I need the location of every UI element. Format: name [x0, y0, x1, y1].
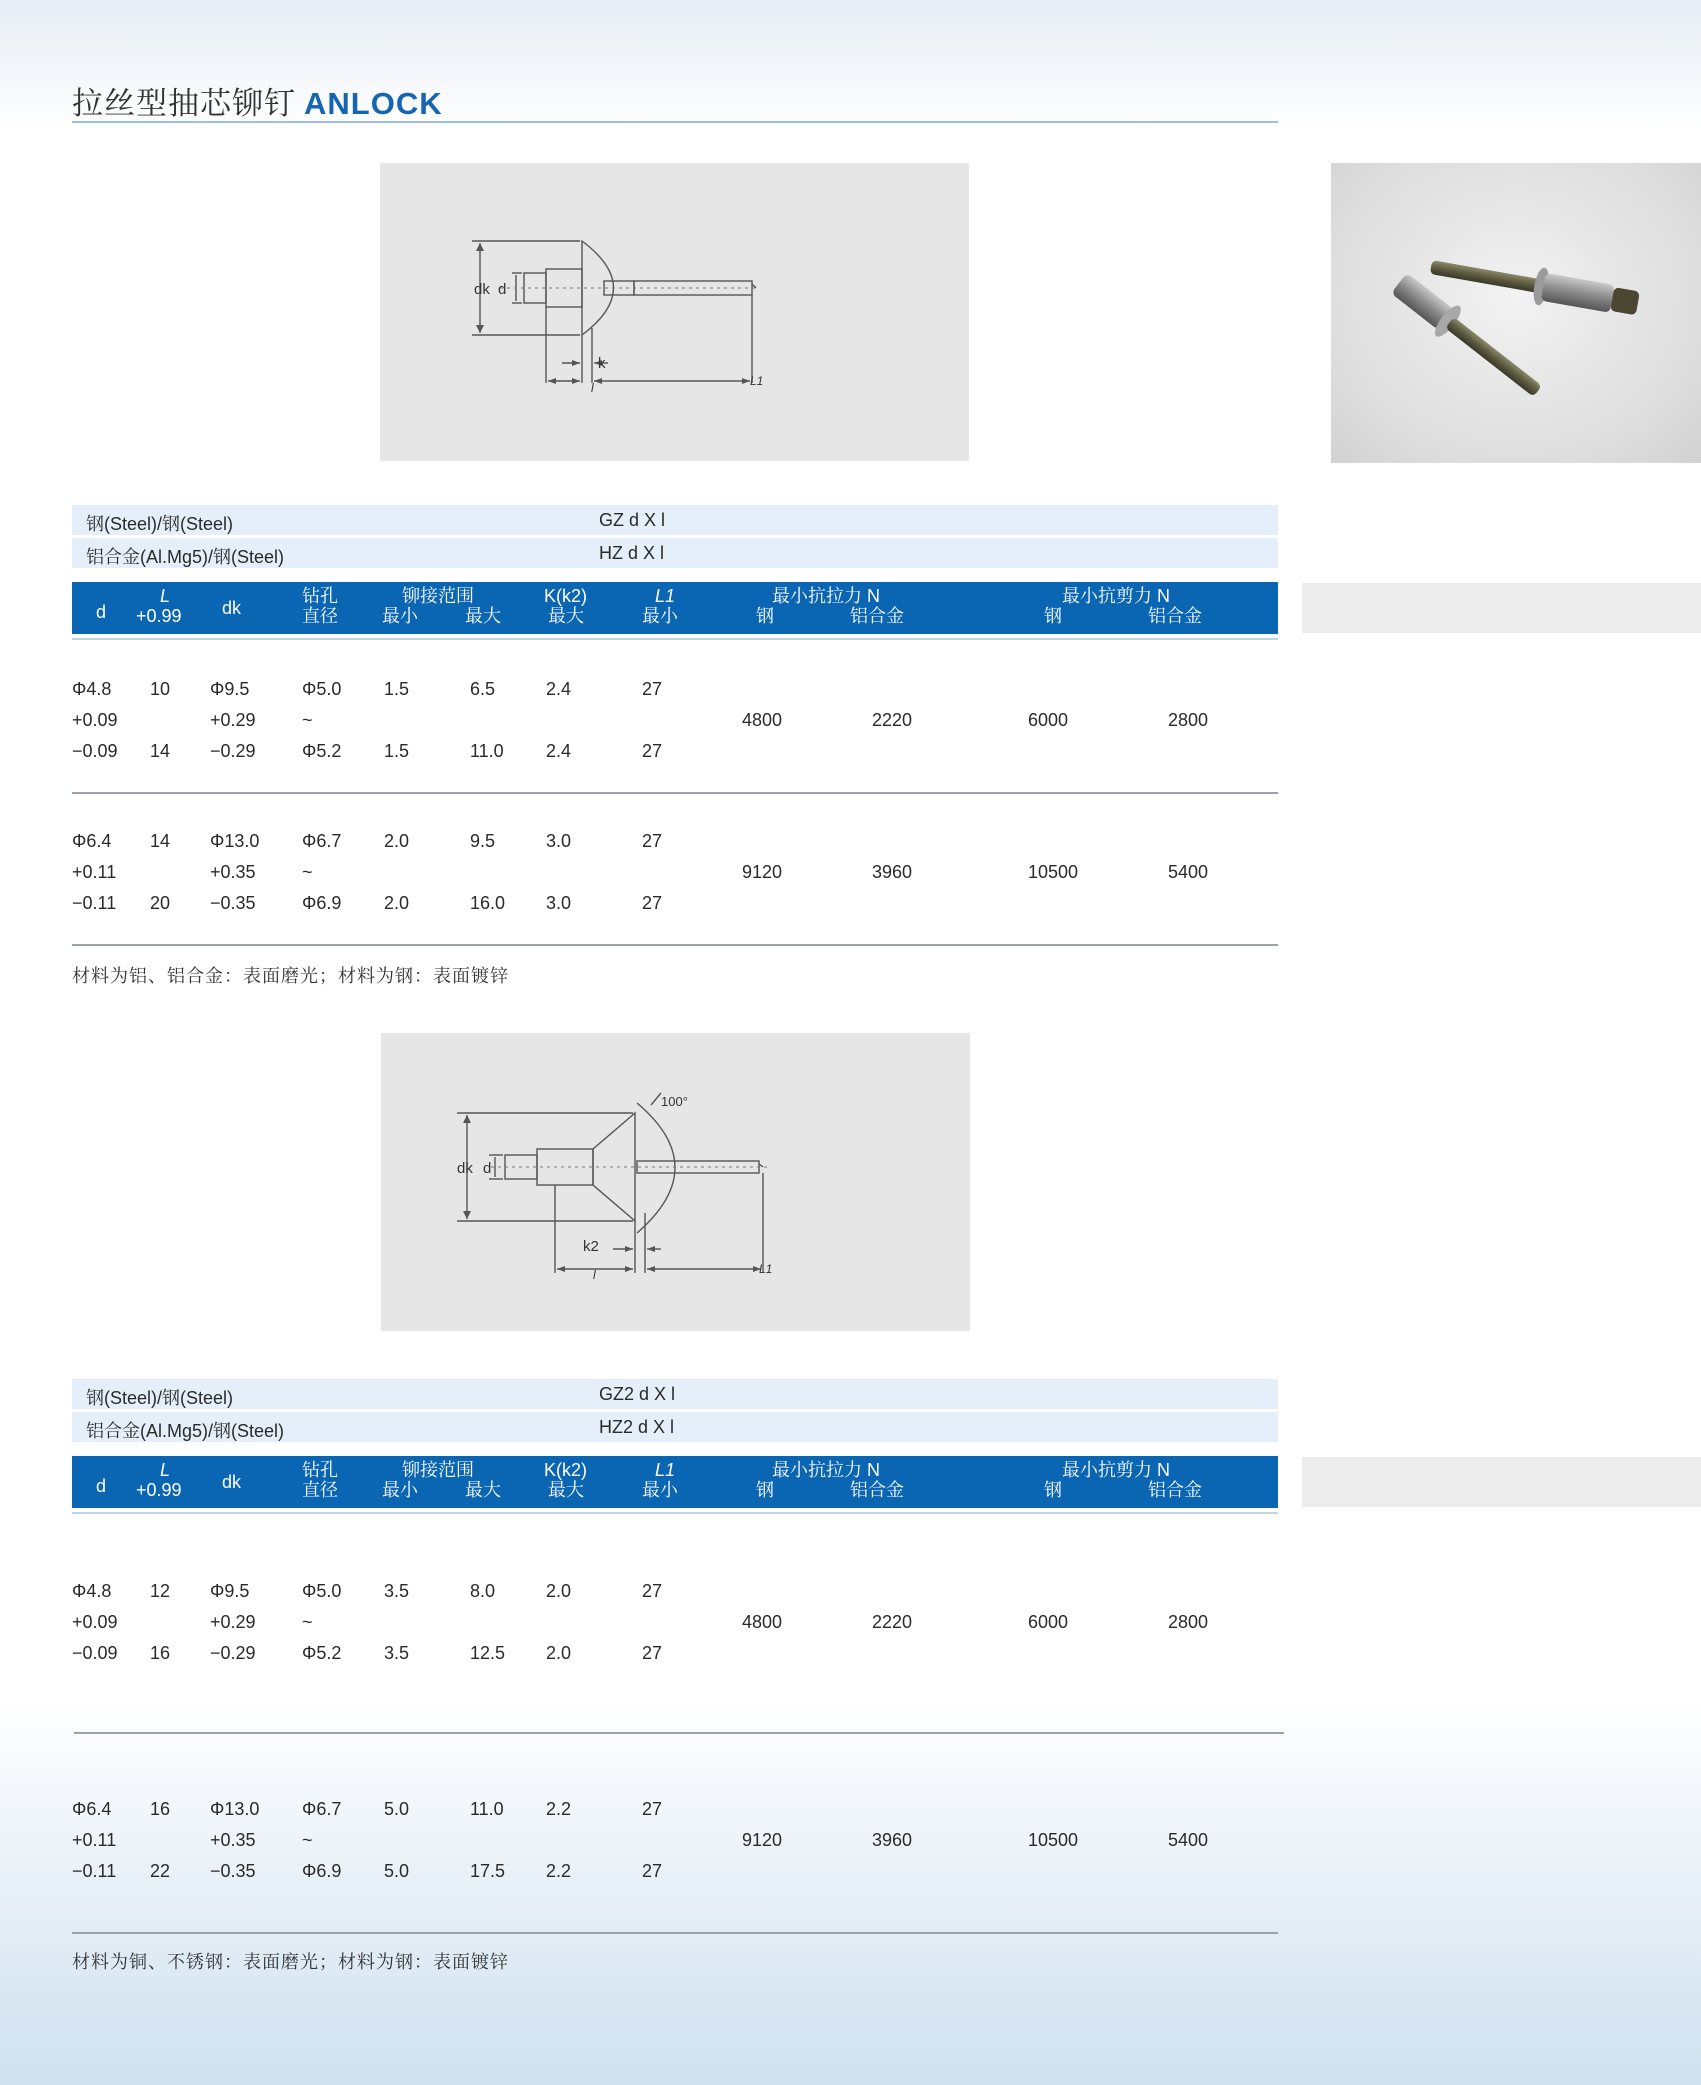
col-drill: 钻孔 [302, 1460, 338, 1480]
col-l: L [160, 1460, 171, 1480]
strength-cell: 3960 [872, 862, 913, 882]
rivet-diagram-countersunk-head [381, 1033, 970, 1331]
strength-cell: 4800 [742, 1612, 783, 1632]
table-cell: −0.29 [210, 1643, 256, 1663]
col-l1-min: 最小 [642, 1480, 678, 1500]
table-cell: +0.09 [72, 1612, 118, 1632]
table-cell: 27 [642, 1799, 663, 1819]
table-cell: 27 [642, 831, 663, 851]
dim-l1: L1 [759, 1262, 773, 1276]
strength-cell: 2800 [1168, 710, 1209, 730]
col-grip-min: 最小 [382, 606, 418, 626]
rivet-product-photo [1331, 163, 1701, 463]
table-cell: 14 [150, 831, 171, 851]
col-shear-al: 铝合金 [1148, 1480, 1202, 1500]
col-d: d [96, 1476, 107, 1496]
table-cell: Φ6.7 [302, 831, 342, 851]
table-cell: −0.35 [210, 893, 256, 913]
table-cell: 2.2 [546, 1799, 572, 1819]
table-cell: 16.0 [470, 893, 506, 913]
table-cell: 16 [150, 1799, 171, 1819]
table-cell: 12.5 [470, 1643, 506, 1663]
dim-l: l [593, 1268, 596, 1282]
side-grey-strip [1302, 583, 1701, 633]
dim-k2: k2 [583, 1238, 599, 1255]
strength-cell: 10500 [1028, 1830, 1079, 1850]
table-cell: 3.0 [546, 893, 572, 913]
strength-cell: 3960 [872, 1830, 913, 1850]
col-grip: 铆接范围 [402, 586, 474, 606]
col-grip-max: 最大 [465, 606, 501, 626]
dim-dk: dk [457, 1160, 473, 1177]
col-tensile-al: 铝合金 [850, 1480, 904, 1500]
col-l-tol: +0.99 [136, 606, 182, 626]
table-cell: 11.0 [470, 741, 504, 761]
surface-note-2: 材料为铜、不锈钢：表面磨光；材料为钢：表面镀锌 [72, 1952, 509, 1972]
table-cell: 3.5 [384, 1643, 410, 1663]
group-divider [72, 944, 1278, 946]
header-rule [72, 638, 1278, 640]
table-cell: 27 [642, 679, 663, 699]
table-cell: 12 [150, 1581, 171, 1601]
technical-drawing-2 [381, 1033, 970, 1331]
table-cell: −0.35 [210, 1861, 256, 1881]
table-cell: Φ6.7 [302, 1799, 342, 1819]
table-cell: Φ5.2 [302, 1643, 342, 1663]
title-en: ANLOCK [304, 86, 443, 121]
dim-dk: dk [474, 281, 490, 298]
material-row-steel [72, 1379, 1278, 1409]
table-cell: 8.0 [470, 1581, 496, 1601]
title-cn: 拉丝型抽芯铆钉 [72, 86, 296, 121]
table-cell: 2.0 [384, 831, 410, 851]
col-l1: L1 [655, 586, 676, 606]
col-shear-steel: 钢 [1044, 606, 1062, 626]
col-drill-dia: 直径 [302, 606, 338, 626]
col-tensile-steel: 钢 [756, 1480, 774, 1500]
part-code: GZ d X l [599, 510, 666, 530]
table-cell: 2.4 [546, 741, 572, 761]
group-divider [74, 1732, 1284, 1734]
table-cell: 5.0 [384, 1799, 410, 1819]
col-tensile-steel: 钢 [756, 606, 774, 626]
table-cell: 2.4 [546, 679, 572, 699]
dim-l1: L1 [750, 374, 764, 388]
table-cell: ~ [302, 862, 313, 882]
col-shear-steel: 钢 [1044, 1480, 1062, 1500]
table-cell: −0.11 [72, 1861, 117, 1881]
table-cell: 1.5 [384, 741, 410, 761]
table-cell: −0.29 [210, 741, 256, 761]
table-cell: Φ13.0 [210, 1799, 260, 1819]
col-k: K(k2) [544, 586, 588, 606]
part-code: GZ2 d X l [599, 1384, 676, 1404]
table-cell: +0.11 [72, 1830, 117, 1850]
table-cell: Φ4.8 [72, 679, 112, 699]
table-cell: +0.29 [210, 1612, 256, 1632]
col-l: L [160, 586, 171, 606]
table-cell: 9.5 [470, 831, 496, 851]
table-cell: 22 [150, 1861, 171, 1881]
strength-cell: 5400 [1168, 1830, 1209, 1850]
table-cell: ~ [302, 710, 313, 730]
col-grip: 铆接范围 [402, 1460, 474, 1480]
table-cell: ~ [302, 1830, 313, 1850]
col-l-tol: +0.99 [136, 1480, 182, 1500]
strength-cell: 10500 [1028, 862, 1079, 882]
table-cell: 2.0 [384, 893, 410, 913]
material-label: 钢(Steel)/钢(Steel) [86, 514, 234, 534]
table-cell: 27 [642, 741, 663, 761]
dim-d: d [498, 281, 507, 298]
table-cell: Φ6.9 [302, 1861, 342, 1881]
col-grip-max: 最大 [465, 1480, 501, 1500]
strength-cell: 6000 [1028, 1612, 1069, 1632]
table-cell: +0.29 [210, 710, 256, 730]
rivet-diagram-dome-head [380, 163, 969, 461]
dim-l: l [591, 381, 594, 395]
table-cell: Φ9.5 [210, 1581, 250, 1601]
col-tensile: 最小抗拉力 N [772, 1460, 880, 1480]
table-cell: −0.09 [72, 741, 118, 761]
col-l1-min: 最小 [642, 606, 678, 626]
table-cell: 3.0 [546, 831, 572, 851]
surface-note-1: 材料为铝、铝合金：表面磨光；材料为钢：表面镀锌 [72, 966, 509, 986]
table-cell: +0.09 [72, 710, 118, 730]
table-cell: 6.5 [470, 679, 496, 699]
technical-drawing-1 [380, 163, 969, 461]
col-dk: dk [222, 598, 242, 618]
table-cell: Φ6.4 [72, 831, 112, 851]
col-k-max: 最大 [548, 1480, 584, 1500]
title-divider [72, 121, 1278, 123]
table-cell: −0.11 [72, 893, 117, 913]
spec-table-header [72, 1456, 1278, 1508]
group-divider [72, 1932, 1278, 1934]
material-row-aluminium [72, 538, 1278, 568]
table-cell: 2.0 [546, 1643, 572, 1663]
table-cell: 27 [642, 1861, 663, 1881]
strength-cell: 2220 [872, 710, 913, 730]
table-cell: +0.35 [210, 862, 256, 882]
col-dk: dk [222, 1472, 242, 1492]
table-cell: Φ6.9 [302, 893, 342, 913]
strength-cell: 9120 [742, 1830, 783, 1850]
col-shear: 最小抗剪力 N [1062, 586, 1170, 606]
table-cell: 20 [150, 893, 171, 913]
table-cell: Φ5.2 [302, 741, 342, 761]
table-cell: +0.35 [210, 1830, 256, 1850]
table-cell: Φ9.5 [210, 679, 250, 699]
col-d: d [96, 602, 107, 622]
strength-cell: 4800 [742, 710, 783, 730]
strength-cell: 2800 [1168, 1612, 1209, 1632]
material-row-steel [72, 505, 1278, 535]
col-grip-min: 最小 [382, 1480, 418, 1500]
col-k: K(k2) [544, 1460, 588, 1480]
side-grey-strip [1302, 1457, 1701, 1507]
page-title [72, 78, 443, 123]
table-cell: 27 [642, 893, 663, 913]
table-cell: Φ6.4 [72, 1799, 112, 1819]
table-cell: +0.11 [72, 862, 117, 882]
dim-angle: 100° [661, 1094, 688, 1109]
col-shear: 最小抗剪力 N [1062, 1460, 1170, 1480]
strength-cell: 6000 [1028, 710, 1069, 730]
table-cell: 27 [642, 1581, 663, 1601]
table-cell: ~ [302, 1612, 313, 1632]
table-cell: 5.0 [384, 1861, 410, 1881]
col-k-max: 最大 [548, 606, 584, 626]
material-row-aluminium [72, 1412, 1278, 1442]
table-cell: −0.09 [72, 1643, 118, 1663]
table-cell: 2.2 [546, 1861, 572, 1881]
col-tensile-al: 铝合金 [850, 606, 904, 626]
dim-k: k [598, 355, 606, 372]
material-label: 钢(Steel)/钢(Steel) [86, 1388, 234, 1408]
header-rule [72, 1512, 1278, 1514]
table-cell: Φ5.0 [302, 1581, 342, 1601]
strength-cell: 2220 [872, 1612, 913, 1632]
spec-table-header [72, 582, 1278, 634]
table-cell: Φ13.0 [210, 831, 260, 851]
table-cell: 10 [150, 679, 171, 699]
rivet-photo-illustration [1331, 163, 1701, 463]
table-cell: 27 [642, 1643, 663, 1663]
col-drill: 钻孔 [302, 586, 338, 606]
col-drill-dia: 直径 [302, 1480, 338, 1500]
part-code: HZ2 d X l [599, 1417, 675, 1437]
table-cell: 2.0 [546, 1581, 572, 1601]
table-cell: 17.5 [470, 1861, 506, 1881]
table-cell: 1.5 [384, 679, 410, 699]
col-tensile: 最小抗拉力 N [772, 586, 880, 606]
table-cell: 3.5 [384, 1581, 410, 1601]
strength-cell: 9120 [742, 862, 783, 882]
table-cell: 11.0 [470, 1799, 504, 1819]
table-cell: Φ4.8 [72, 1581, 112, 1601]
table-cell: Φ5.0 [302, 679, 342, 699]
part-code: HZ d X l [599, 543, 665, 563]
strength-cell: 5400 [1168, 862, 1209, 882]
table-cell: 16 [150, 1643, 171, 1663]
group-divider [72, 792, 1278, 794]
dim-d: d [483, 1160, 492, 1177]
col-shear-al: 铝合金 [1148, 606, 1202, 626]
material-label: 铝合金(Al.Mg5)/钢(Steel) [86, 547, 285, 567]
table-cell: 14 [150, 741, 171, 761]
col-l1: L1 [655, 1460, 676, 1480]
material-label: 铝合金(Al.Mg5)/钢(Steel) [86, 1421, 285, 1441]
